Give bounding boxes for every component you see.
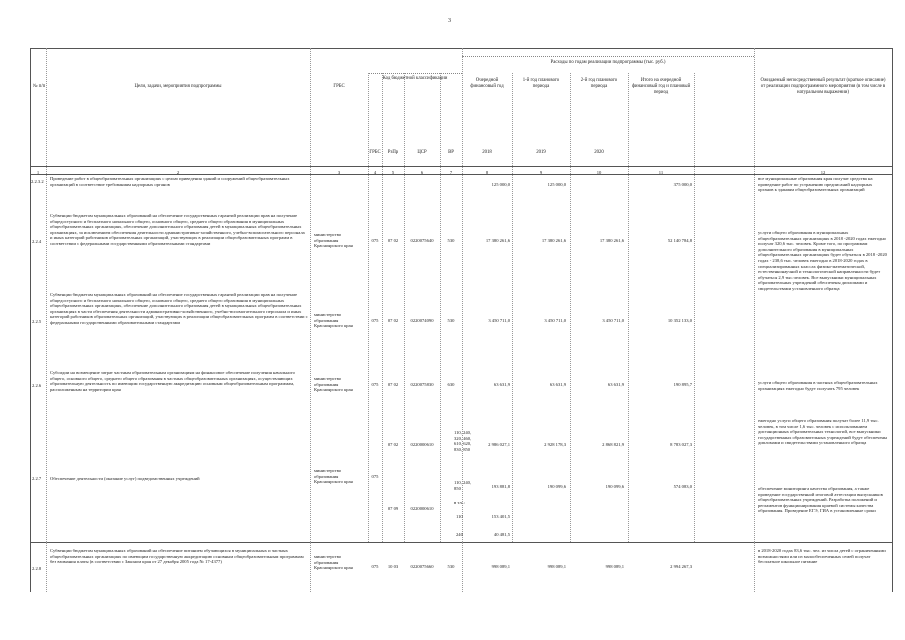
row-number: 2.2.5 — [32, 319, 42, 324]
row-vr: в т.ч.: — [454, 500, 465, 505]
header-rzpr: РзПр — [387, 150, 399, 155]
header-year1-label: Очередной финансовый год — [470, 78, 504, 89]
row-total: 52 140 784,8 — [667, 238, 692, 243]
row-y2: 63 631,9 — [549, 382, 566, 387]
row-vr: 530 — [447, 318, 455, 323]
row-y1: 193 881,8 — [491, 484, 510, 489]
row-number: 2.2.6 — [32, 383, 42, 388]
row-y3: 998 089,1 — [605, 564, 624, 569]
row-y2: 998 089,1 — [547, 564, 566, 569]
row-grbs: министерство образования Красноярского края — [314, 232, 353, 249]
row-total: 2 994 267,3 — [670, 564, 692, 569]
row-y2: 17 380 261,6 — [541, 238, 566, 243]
row-grbs: министерство образования Красноярского края — [314, 312, 353, 329]
row-csr: 0220075830 — [410, 382, 434, 387]
row-y1: 125 000,0 — [491, 182, 510, 187]
row-y2: 3 450 711,0 — [544, 318, 566, 323]
column-number: 3 — [337, 170, 341, 175]
row-name: Субвенции бюджетам муниципальных образований на обеспечение питанием обучающихся в муниципальных и частных общеобразовательных организациях по имеющим государственную аккредитацию основным общеобразовательным программам без взимания платы (в соответствии с Законом края от 27 декабря 2005 года № 17-4377) — [50, 548, 304, 565]
row-result: обеспечение мониторинга качества образования, а также проведение государственной итоговой аттестации выпускников общеобразовательных учреждений. Разработка положений и регламентов функционирования краевой системы качества образования. Проведение ЕГЭ, ГИА в установленные сроки — [758, 486, 883, 514]
row-vr: 240 — [456, 532, 463, 537]
column-number: 9 — [539, 170, 543, 175]
header-grbs-code: ГРБС — [369, 150, 381, 155]
row-vr: 110 — [456, 514, 463, 519]
row-rzpr: 10 03 — [387, 564, 399, 569]
row-vr: 110, 240, 850 — [454, 480, 472, 491]
row-number: 2.2.3.2 — [31, 179, 44, 184]
row-name: Обеспечение деятельности (оказание услуг) подведомственных учреждений — [50, 476, 200, 481]
row-y1: 17 380 261,6 — [485, 238, 510, 243]
row-result: в 2018-2020 годах 83,6 тыс. чел. из числа детей с ограниченными возможностями или из малообеспеченных семей получат бесплатное школьное питание — [758, 548, 886, 565]
header-total-label: Итого на очередной финансовый год и плановый период — [631, 78, 691, 95]
row-vr: 110, 240, 320, 460, 610, 620, 830, 850 — [454, 430, 472, 452]
row-vr: 530 — [447, 238, 455, 243]
column-number: 10 — [596, 170, 602, 175]
row-y3: 190 099,6 — [605, 484, 624, 489]
header-year2: 2019 — [536, 150, 546, 155]
row-vr: 630 — [447, 382, 455, 387]
row-y3: 2 868 821,9 — [602, 442, 624, 447]
row-csr: 0220075640 — [410, 238, 434, 243]
header-year1: 2018 — [482, 150, 492, 155]
header-csr: ЦСР — [417, 150, 427, 155]
header-vr: ВР — [448, 150, 454, 155]
row-y1: 998 089,1 — [491, 564, 510, 569]
row-result: услуги общего образования в частных общеобразовательных организациях ежегодно будут получать 795 человек — [758, 380, 878, 391]
column-number: 7 — [449, 170, 453, 175]
header-year3-label: 2-й год планового периода — [580, 78, 618, 89]
row-csr: 0220075660 — [410, 564, 434, 569]
column-number: 11 — [658, 170, 664, 175]
row-grbs: министерство образования Красноярского края — [314, 376, 353, 393]
header-year2-label: 1-й год планового периода — [522, 78, 560, 89]
row-rzpr: 07 02 — [387, 382, 399, 387]
header-grbs: ГРБС — [333, 84, 345, 89]
row-code: 075 — [371, 238, 379, 243]
header-expenses-group: Расходы по годам реализации подпрограммы (тыс. руб.) — [550, 60, 666, 65]
row-y1: 40 481,5 — [493, 532, 510, 537]
row-result: ежегодно услуги общего образования получат более 11,9 тыс. человек, в том числе 1,6 тыс. человек с использованием дистанционных образовательных технологий, все выпускники государственных образовательных учреждений будут обеспечены дипломами и свидетельствами установленного образца — [758, 418, 888, 446]
row-y1: 63 631,9 — [493, 382, 510, 387]
header-code-group: Код бюджетной классификации — [382, 76, 448, 81]
row-result: услуги общего образования в муниципальных общеобразовательных организациях в 2018 -2020 годах ежегодно получат 320,6 тыс. человек. Кроме того, по программам дополнительного образования в муниципальных общеобразовательных организациях будет обучаться в 2018 -2020 годах - 238,6 тыс. человек ежегодно в 2018-2020 годах в специализированных классах физико-математической, естественнонаучной и технологической направленности будет обучаться 2,9 тыс.человек. Все выпускники муниципальных образовательных учреждений обеспечены дипломами и свидетельствами установленного образца — [758, 230, 887, 291]
row-y3: 17 380 261,6 — [599, 238, 624, 243]
header-no: № п/п — [33, 84, 46, 89]
row-name: Субвенции бюджетам муниципальных образований на обеспечение государственных гарантий реализации прав на получение общедоступного и бесплатного начального общего, основного общего, среднего общего образования в муниципальных общеобразовательных организациях, обеспечение дополнительного образования детей в муниципальных общеобразовательных организациях в части обеспечения деятельности административно-хозяйственного, учебно-вспомогательного персонала и иных категорий работников образовательных организаций, участвующих в реализации общеобразовательных программ в соответствии с федеральными государственными образовательными стандартами — [50, 292, 308, 325]
row-code: 075 — [371, 318, 379, 323]
column-number: 6 — [420, 170, 424, 175]
program-table — [30, 48, 892, 571]
row-code: 075 — [371, 474, 379, 479]
row-y2: 2 928 178,3 — [544, 442, 566, 447]
row-rzpr: 07 02 — [387, 238, 399, 243]
column-number: 2 — [176, 170, 180, 175]
row-rzpr: 07 09 — [387, 506, 399, 511]
row-result: все муниципальные образования края получат средства на проведение работ по устранению предписаний надзорных органов к зданиям общеобразовательных организаций — [758, 176, 873, 193]
row-csr: 0220000610 — [410, 442, 434, 447]
row-total: 10 352 133,0 — [667, 318, 692, 323]
row-y1: 2 986 027,1 — [488, 442, 510, 447]
row-y3: 3 450 711,0 — [602, 318, 624, 323]
column-number: 5 — [391, 170, 395, 175]
header-result: Ожидаемый непосредственный результат (краткое описание) от реализации подпрограммного мероприятия (в том числе в натуральном выражении) — [760, 78, 886, 95]
row-rzpr: 07 02 — [387, 442, 399, 447]
row-code: 075 — [371, 382, 379, 387]
row-number: 2.2.7 — [32, 476, 42, 481]
row-y2: 125 000,0 — [547, 182, 566, 187]
header-year3: 2020 — [594, 150, 604, 155]
row-y1: 3 450 711,0 — [488, 318, 510, 323]
row-y2: 190 099,6 — [547, 484, 566, 489]
row-name: Проведение работ в общеобразовательных организациях с целью приведения зданий и сооружений общеобразовательных организаций в соответствие требованиям надзорных органов — [50, 176, 290, 187]
column-number: 4 — [373, 170, 377, 175]
row-csr: 0220074090 — [410, 318, 434, 323]
row-name: Субсидии на возмещение затрат частным образовательным организациям на финансовое обеспечение получения начального общего, основного общего, среднего общего образования в частных общеобразовательных организациях, осуществляющих образовательную деятельность по имеющим государственную аккредитацию основным общеобразовательным программам, расположенным на территории края — [50, 370, 295, 392]
row-total: 190 895,7 — [673, 382, 692, 387]
row-total: 375 000,0 — [673, 182, 692, 187]
row-number: 2.2.4 — [32, 239, 42, 244]
row-csr: 0220000610 — [410, 506, 434, 511]
row-number: 2.2.8 — [32, 566, 42, 571]
column-number: 1 — [36, 170, 40, 175]
header-goal: Цели, задачи, мероприятия подпрограммы — [134, 84, 222, 89]
page-number: 3 — [448, 18, 451, 24]
column-number: 8 — [485, 170, 489, 175]
row-vr: 530 — [447, 564, 455, 569]
row-grbs: министерство образования Красноярского края — [314, 468, 353, 485]
row-y3: 63 631,9 — [607, 382, 624, 387]
column-number: 12 — [820, 170, 826, 175]
row-rzpr: 07 02 — [387, 318, 399, 323]
row-code: 075 — [371, 564, 379, 569]
row-total: 574 083,0 — [673, 484, 692, 489]
row-name: Субвенции бюджетам муниципальных образований на обеспечение государственных гарантий реализации прав на получение общедоступного и бесплатного начального общего, основного общего, среднего общего образования в муниципальных общеобразовательных организациях, обеспечение дополнительного образования детей в муниципальных общеобразовательных организациях, за исключением обеспечения деятельности административно-хозяйственного, учебно-вспомогательного персонала и иных категорий работников образовательных организаций, участвующих в реализации общеобразовательных программ в соответствии с федеральными государственными образовательными стандартами — [50, 213, 305, 246]
row-grbs: министерство образования Красноярского края — [314, 554, 353, 571]
row-y1: 153 401,5 — [491, 514, 510, 519]
row-total: 8 783 027,3 — [670, 442, 692, 447]
